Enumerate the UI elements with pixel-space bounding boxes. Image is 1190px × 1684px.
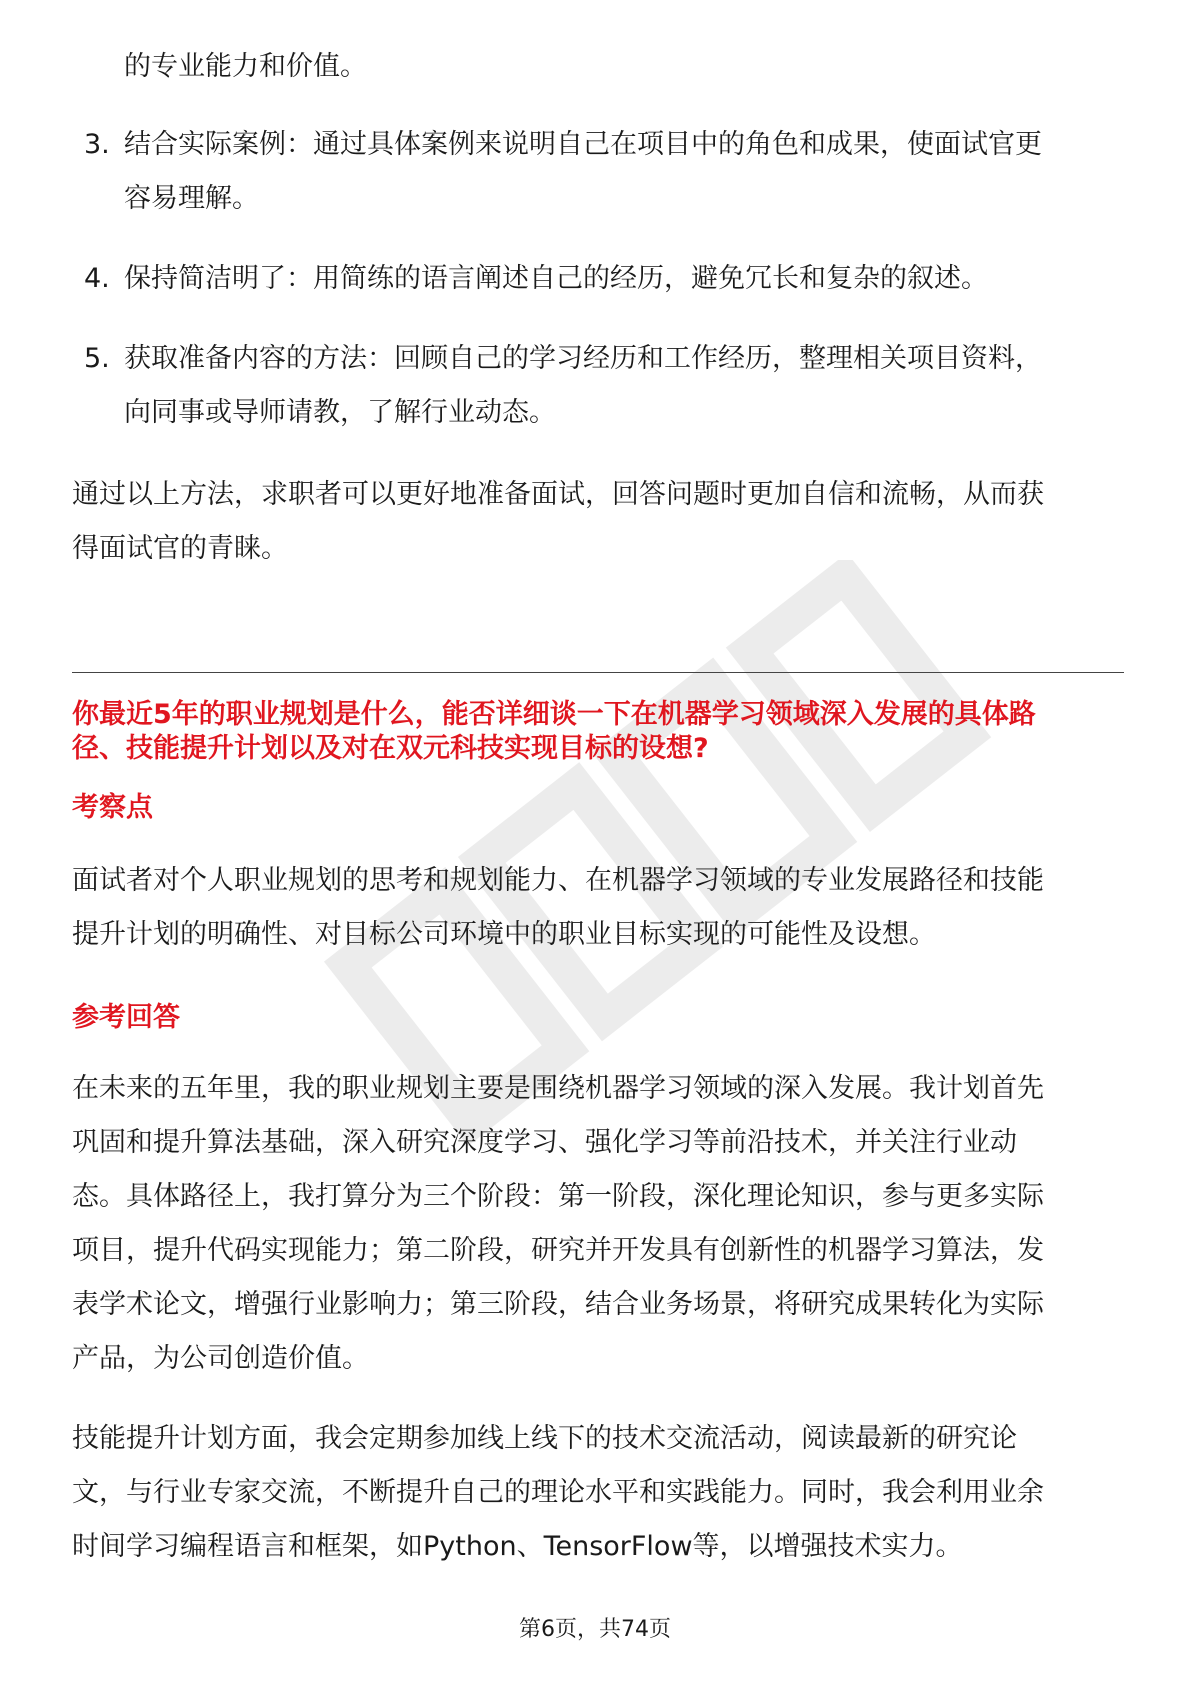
answer-line: 项目，提升代码实现能力；第二阶段，研究并开发具有创新性的机器学习算法，发 [72, 1235, 1044, 1266]
list-item-line: 向同事或导师请教，了解行业动态。 [124, 397, 556, 428]
list-number: 4. [84, 263, 110, 294]
list-item-line: 结合实际案例：通过具体案例来说明自己在项目中的角色和成果，使面试官更 [124, 129, 1042, 160]
question-line: 你最近5年的职业规划是什么，能否详细谈一下在机器学习领域深入发展的具体路 [72, 699, 1036, 730]
list-number: 3. [84, 129, 110, 160]
page-footer: 第6页，共74页 [519, 1617, 671, 1642]
answer-line: 技能提升计划方面，我会定期参加线上线下的技术交流活动，阅读最新的研究论 [72, 1423, 1017, 1454]
section-divider [72, 672, 1124, 673]
answer-line: 在未来的五年里，我的职业规划主要是围绕机器学习领域的深入发展。我计划首先 [72, 1073, 1044, 1104]
answer-line: 态。具体路径上，我打算分为三个阶段：第一阶段，深化理论知识，参与更多实际 [72, 1181, 1044, 1212]
answer-heading: 参考回答 [72, 1002, 180, 1033]
answer-line: 时间学习编程语言和框架，如Python、TensorFlow等，以增强技术实力。 [72, 1531, 963, 1562]
answer-line: 表学术论文，增强行业影响力；第三阶段，结合业务场景，将研究成果转化为实际 [72, 1289, 1044, 1320]
summary-line: 通过以上方法，求职者可以更好地准备面试，回答问题时更加自信和流畅，从而获 [72, 479, 1044, 510]
answer-line: 巩固和提升算法基础，深入研究深度学习、强化学习等前沿技术，并关注行业动 [72, 1127, 1017, 1158]
key-points-line: 提升计划的明确性、对目标公司环境中的职业目标实现的可能性及设想。 [72, 919, 936, 950]
key-points-heading: 考察点 [72, 792, 153, 823]
list-item-line: 容易理解。 [124, 183, 259, 214]
list-item-line: 获取准备内容的方法：回顾自己的学习经历和工作经历，整理相关项目资料， [124, 343, 1042, 374]
continuation-text: 的专业能力和价值。 [124, 51, 367, 82]
summary-line: 得面试官的青睐。 [72, 533, 288, 564]
list-item-line: 保持简洁明了：用简练的语言阐述自己的经历，避免冗长和复杂的叙述。 [124, 263, 988, 294]
answer-line: 产品，为公司创造价值。 [72, 1343, 369, 1374]
list-number: 5. [84, 343, 110, 374]
answer-line: 文，与行业专家交流，不断提升自己的理论水平和实践能力。同时，我会利用业余 [72, 1477, 1044, 1508]
question-line: 径、技能提升计划以及对在双元科技实现目标的设想? [72, 733, 709, 764]
key-points-line: 面试者对个人职业规划的思考和规划能力、在机器学习领域的专业发展路径和技能 [72, 865, 1044, 896]
